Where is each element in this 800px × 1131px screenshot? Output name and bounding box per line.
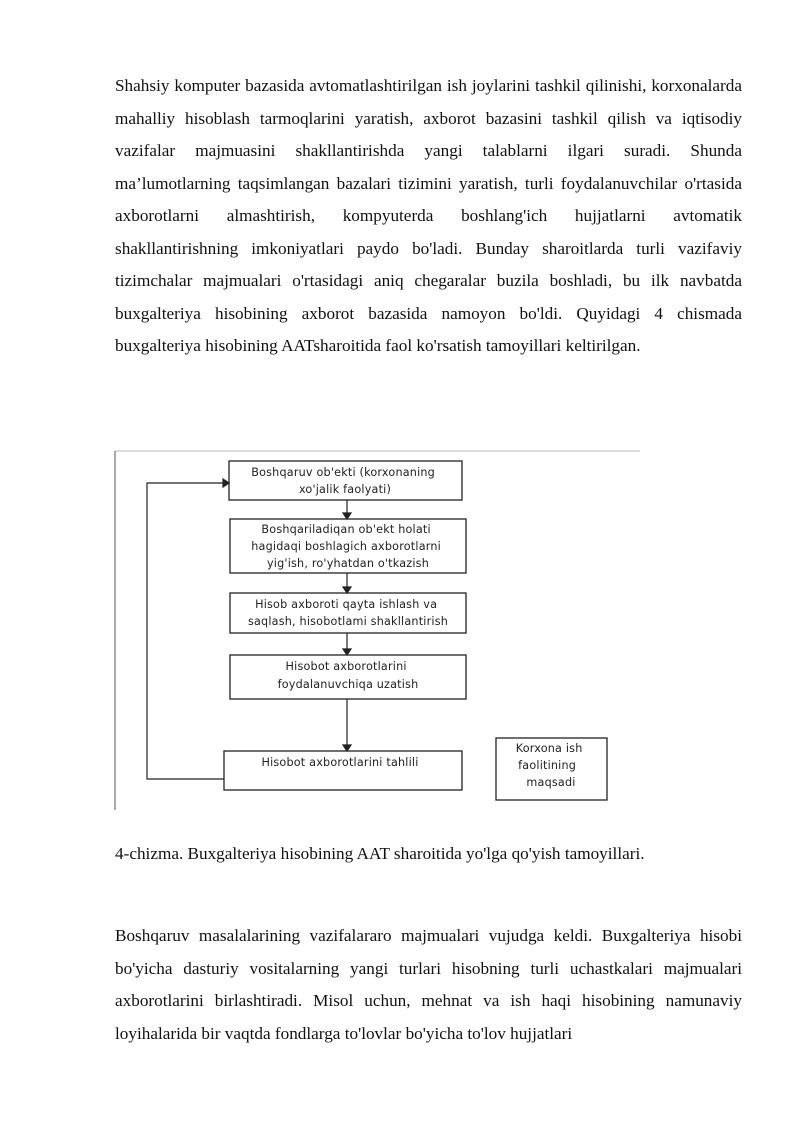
body-paragraph-2: Boshqaruv masalalarining vazifalararo majmualari vujudga keldi. Buxgalteriya hisobi bo'yicha dasturiy vositalarning yangi turlari hisobning turli uchastkalari majmualari axborotlarini birlashtiradi. Misol uchun, mehnat va ish haqi hisobining namunaviy loyihalarida bir vaqtda fondlarga to'lovlar bo'yicha to'lov hujjatlari bbox=[115, 926, 742, 1043]
arrowhead-3-4 bbox=[343, 649, 351, 655]
arrowhead-1-2 bbox=[343, 513, 351, 519]
body-paragraph-1: Shahsiy komputer bazasida avtomatlashtirilgan ish joylarini tashkil qilinishi, korxonalarda mahalliy hisoblash tarmoqlarini yaratish, axborot bazasini tashkil qilish va iqtisodiy vazifalar majmuasini shakllantirishda yangi talablarni ilgari suradi. Shunda ma’lumotlarning taqsimlangan bazalari tizimini yaratish, turli foydalanuvchilar o'rtasida axborotlarni almashtirish, kompyuterda boshlang'ich hujjatlarni avtomatik shakllantirishning imkoniyatlari paydo bo'ladi. Bunday sharoitlarda turli vazifaviy tizimchalar majmualari o'rtasidagi aniq chegaralar buzila boshladi, bu ilk navbatda buxgalteriya hisobining axborot bazasida namoyon bo'ldi. Quyidagi 4 chismada buxgalteriya hisobining AATsharoitida faol ko'rsatish tamoyillari keltirilgan. bbox=[115, 76, 742, 355]
arrowhead-2-3 bbox=[343, 587, 351, 593]
box1-line2: xo'jalik faolyati) bbox=[298, 483, 392, 496]
feedback-loop-line bbox=[147, 483, 225, 779]
box1-line1: Boshqaruv ob'ekti (korxonaning bbox=[251, 466, 435, 479]
box4-line1: Hisobot axborotlarini bbox=[285, 660, 407, 673]
box6-line1: Korxona ish bbox=[515, 742, 583, 755]
arrowhead-4-5 bbox=[343, 745, 351, 751]
box6-line3: maqsadi bbox=[526, 776, 576, 789]
box2-line2: hagidaqi boshlagich axborotlarni bbox=[251, 540, 441, 553]
box5-text bbox=[261, 756, 418, 769]
box3-line2: saqlash, hisobotlami shakllantirish bbox=[247, 615, 449, 628]
box3-line1: Hisob axboroti qayta ishlash va bbox=[255, 598, 438, 611]
box2-line3: yig'ish, ro'yhatdan o'tkazish bbox=[266, 557, 430, 570]
box2-line1: Boshqariladiqan ob'ekt holati bbox=[261, 523, 431, 536]
box2-text bbox=[251, 523, 444, 570]
figure-caption: 4-chizma. Buxgalteriya hisobining AAT sharoitida yo'lga qo'yish tamoyillari. bbox=[115, 844, 645, 863]
box6-line2: faolitining bbox=[518, 759, 577, 772]
box4-line2: foydalanuvchiqa uzatish bbox=[277, 678, 419, 691]
arrowhead-feedback bbox=[223, 479, 229, 487]
box5-line1: Hisobot axborotlarini tahlili bbox=[261, 756, 419, 769]
